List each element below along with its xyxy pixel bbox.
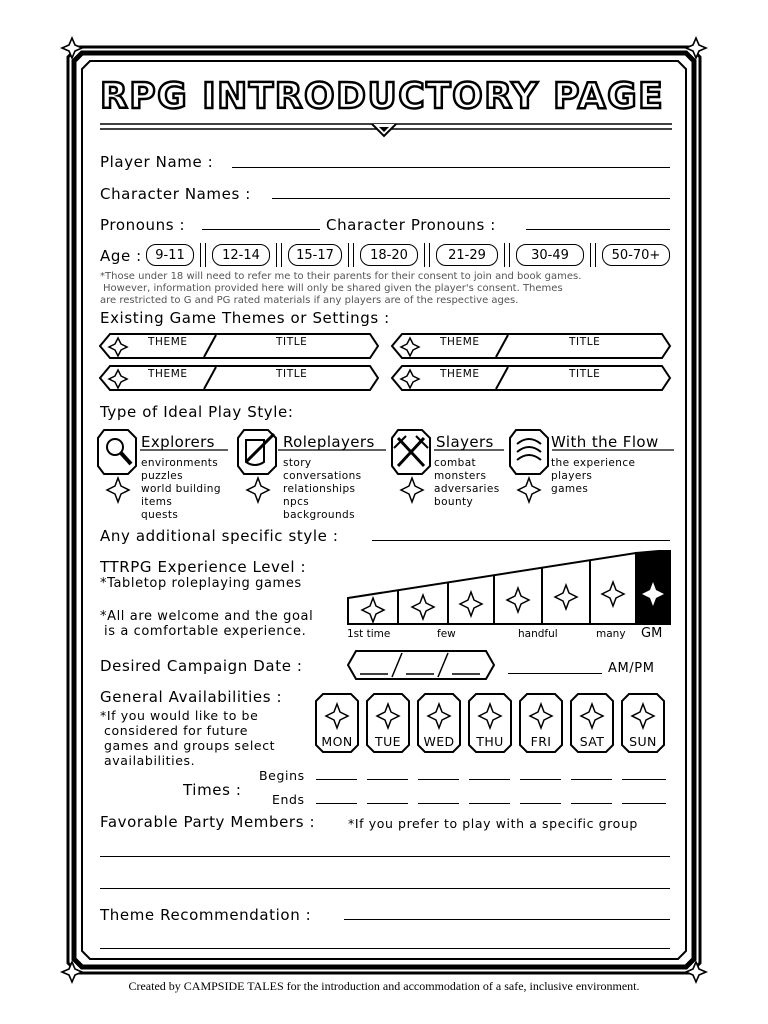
age-option[interactable]: 15-17 xyxy=(288,244,342,266)
theme-recommendation-line[interactable] xyxy=(100,948,670,949)
campaign-time-field[interactable] xyxy=(508,673,602,674)
begin-time-field[interactable] xyxy=(418,779,459,780)
age-note-line: are restricted to G and PG rated materials if any players are of the respective ages. xyxy=(100,295,519,306)
end-time-field[interactable] xyxy=(622,803,666,804)
scale-label: GM xyxy=(641,626,663,641)
theme-recommendation-field[interactable] xyxy=(344,919,670,920)
roleplayers-item: relationships xyxy=(283,483,356,495)
begin-time-field[interactable] xyxy=(316,779,357,780)
party-note: *If you prefer to play with a specific group xyxy=(348,816,638,831)
day-mon-button[interactable] xyxy=(314,692,360,754)
title-label[interactable]: TITLE xyxy=(569,336,601,348)
end-time-field[interactable] xyxy=(520,803,561,804)
day-fri-button[interactable] xyxy=(518,692,564,754)
begin-time-field[interactable] xyxy=(622,779,666,780)
day-sat-button[interactable] xyxy=(569,692,615,754)
title-label[interactable]: TITLE xyxy=(569,368,601,380)
age-option[interactable]: 30-49 xyxy=(516,244,584,266)
character-pronouns-label: Character Pronouns : xyxy=(326,216,496,234)
day-label: SUN xyxy=(629,734,657,749)
scale-label: many xyxy=(596,628,626,640)
availability-note: considered for future xyxy=(104,723,248,738)
pronouns-field[interactable] xyxy=(202,229,320,230)
themes-heading: Existing Game Themes or Settings : xyxy=(100,309,390,327)
day-label: FRI xyxy=(530,734,552,749)
player-name-field[interactable] xyxy=(232,167,670,168)
theme-label[interactable]: THEME xyxy=(440,336,480,348)
age-option[interactable]: 12-14 xyxy=(212,244,270,266)
explorers-item: environments xyxy=(141,457,219,469)
experience-note: *All are welcome and the goal xyxy=(100,609,314,624)
experience-subheading: *Tabletop roleplaying games xyxy=(100,576,302,591)
day-label: TUE xyxy=(375,734,401,749)
theme-label[interactable]: THEME xyxy=(148,368,188,380)
additional-style-label: Any additional specific style : xyxy=(100,527,339,545)
availability-note: games and groups select xyxy=(104,738,276,753)
age-divider xyxy=(590,243,596,267)
title-label[interactable]: TITLE xyxy=(276,336,308,348)
age-divider xyxy=(276,243,282,267)
campaign-date-label: Desired Campaign Date : xyxy=(100,657,303,675)
day-label: WED xyxy=(423,734,455,749)
footer-credit: Created by CAMPSIDE TALES for the introduction and accommodation of a safe, inclusive environment. xyxy=(128,979,640,993)
with-the-flow-item: the experience xyxy=(551,457,636,469)
ends-label: Ends xyxy=(272,792,305,807)
slayers-label[interactable]: Slayers xyxy=(436,433,494,451)
end-time-field[interactable] xyxy=(367,803,408,804)
end-time-field[interactable] xyxy=(469,803,510,804)
end-time-field[interactable] xyxy=(571,803,612,804)
day-thu-button[interactable] xyxy=(467,692,513,754)
availability-note: availabilities. xyxy=(104,753,196,768)
roleplayers-item: conversations xyxy=(283,470,362,482)
theme-recommendation-label: Theme Recommendation : xyxy=(100,906,312,924)
age-option[interactable]: 18-20 xyxy=(360,244,418,266)
play-style-heading: Type of Ideal Play Style: xyxy=(100,403,294,421)
day-tue-button[interactable] xyxy=(365,692,411,754)
end-time-field[interactable] xyxy=(418,803,459,804)
begin-time-field[interactable] xyxy=(469,779,510,780)
character-names-field[interactable] xyxy=(272,198,670,199)
slayers-item: monsters xyxy=(434,470,487,482)
character-pronouns-field[interactable] xyxy=(526,229,670,230)
begins-label: Begins xyxy=(259,768,305,783)
with-the-flow-label[interactable]: With the Flow xyxy=(551,433,659,451)
slayers-item: adversaries xyxy=(434,483,500,495)
availability-note: *If you would like to be xyxy=(100,708,259,723)
additional-style-field[interactable] xyxy=(372,540,670,541)
theme-label[interactable]: THEME xyxy=(148,336,188,348)
ampm-label: AM/PM xyxy=(608,661,655,676)
theme-label[interactable]: THEME xyxy=(440,368,480,380)
party-field-line[interactable] xyxy=(100,856,670,857)
experience-note: is a comfortable experience. xyxy=(104,624,307,639)
page-title: RPG INTRODUCTORY PAGE xyxy=(100,76,665,117)
times-label: Times : xyxy=(183,781,242,799)
party-label: Favorable Party Members : xyxy=(100,813,316,831)
explorers-item: quests xyxy=(141,509,179,521)
roleplayers-label[interactable]: Roleplayers xyxy=(283,433,375,451)
campaign-date-field[interactable] xyxy=(346,649,496,681)
begin-time-field[interactable] xyxy=(571,779,612,780)
explorers-item: puzzles xyxy=(141,470,183,482)
roleplayers-item: npcs xyxy=(283,496,310,508)
roleplayers-item: story xyxy=(283,457,312,469)
scale-label: handful xyxy=(518,628,558,640)
day-label: THU xyxy=(476,734,504,749)
begin-time-field[interactable] xyxy=(520,779,561,780)
experience-scale[interactable] xyxy=(346,550,672,628)
scale-label: 1st time xyxy=(347,628,391,640)
with-the-flow-item: games xyxy=(551,483,589,495)
age-note-line: However, information provided here will only be shared given the player's consent. Themes xyxy=(103,283,563,294)
slayers-item: combat xyxy=(434,457,477,469)
scale-label: few xyxy=(437,628,456,640)
age-option[interactable]: 50-70+ xyxy=(602,244,670,266)
day-wed-button[interactable] xyxy=(416,692,462,754)
age-divider xyxy=(504,243,510,267)
explorers-item: items xyxy=(141,496,173,508)
end-time-field[interactable] xyxy=(316,803,357,804)
age-option[interactable]: 21-29 xyxy=(436,244,498,266)
with-the-flow-item: players xyxy=(551,470,593,482)
title-label[interactable]: TITLE xyxy=(276,368,308,380)
day-sun-button[interactable] xyxy=(620,692,666,754)
roleplayers-item: backgrounds xyxy=(283,509,355,521)
begin-time-field[interactable] xyxy=(367,779,408,780)
player-name-label: Player Name : xyxy=(100,153,214,171)
availability-heading: General Availabilities : xyxy=(100,688,283,706)
character-names-label: Character Names : xyxy=(100,185,251,203)
pronouns-label: Pronouns : xyxy=(100,216,186,234)
day-label: SAT xyxy=(579,734,605,749)
explorers-item: world building xyxy=(141,483,221,495)
age-note-line: *Those under 18 will need to refer me to their parents for their consent to join and book games. xyxy=(100,271,582,282)
day-label: MON xyxy=(321,734,353,749)
age-option[interactable]: 9-11 xyxy=(146,244,194,266)
age-divider xyxy=(348,243,354,267)
slayers-item: bounty xyxy=(434,496,474,508)
party-field-line[interactable] xyxy=(100,888,670,889)
age-divider xyxy=(424,243,430,267)
explorers-label[interactable]: Explorers xyxy=(141,433,215,451)
age-divider xyxy=(200,243,206,267)
age-label: Age : xyxy=(100,247,142,265)
experience-heading: TTRPG Experience Level : xyxy=(100,558,307,576)
